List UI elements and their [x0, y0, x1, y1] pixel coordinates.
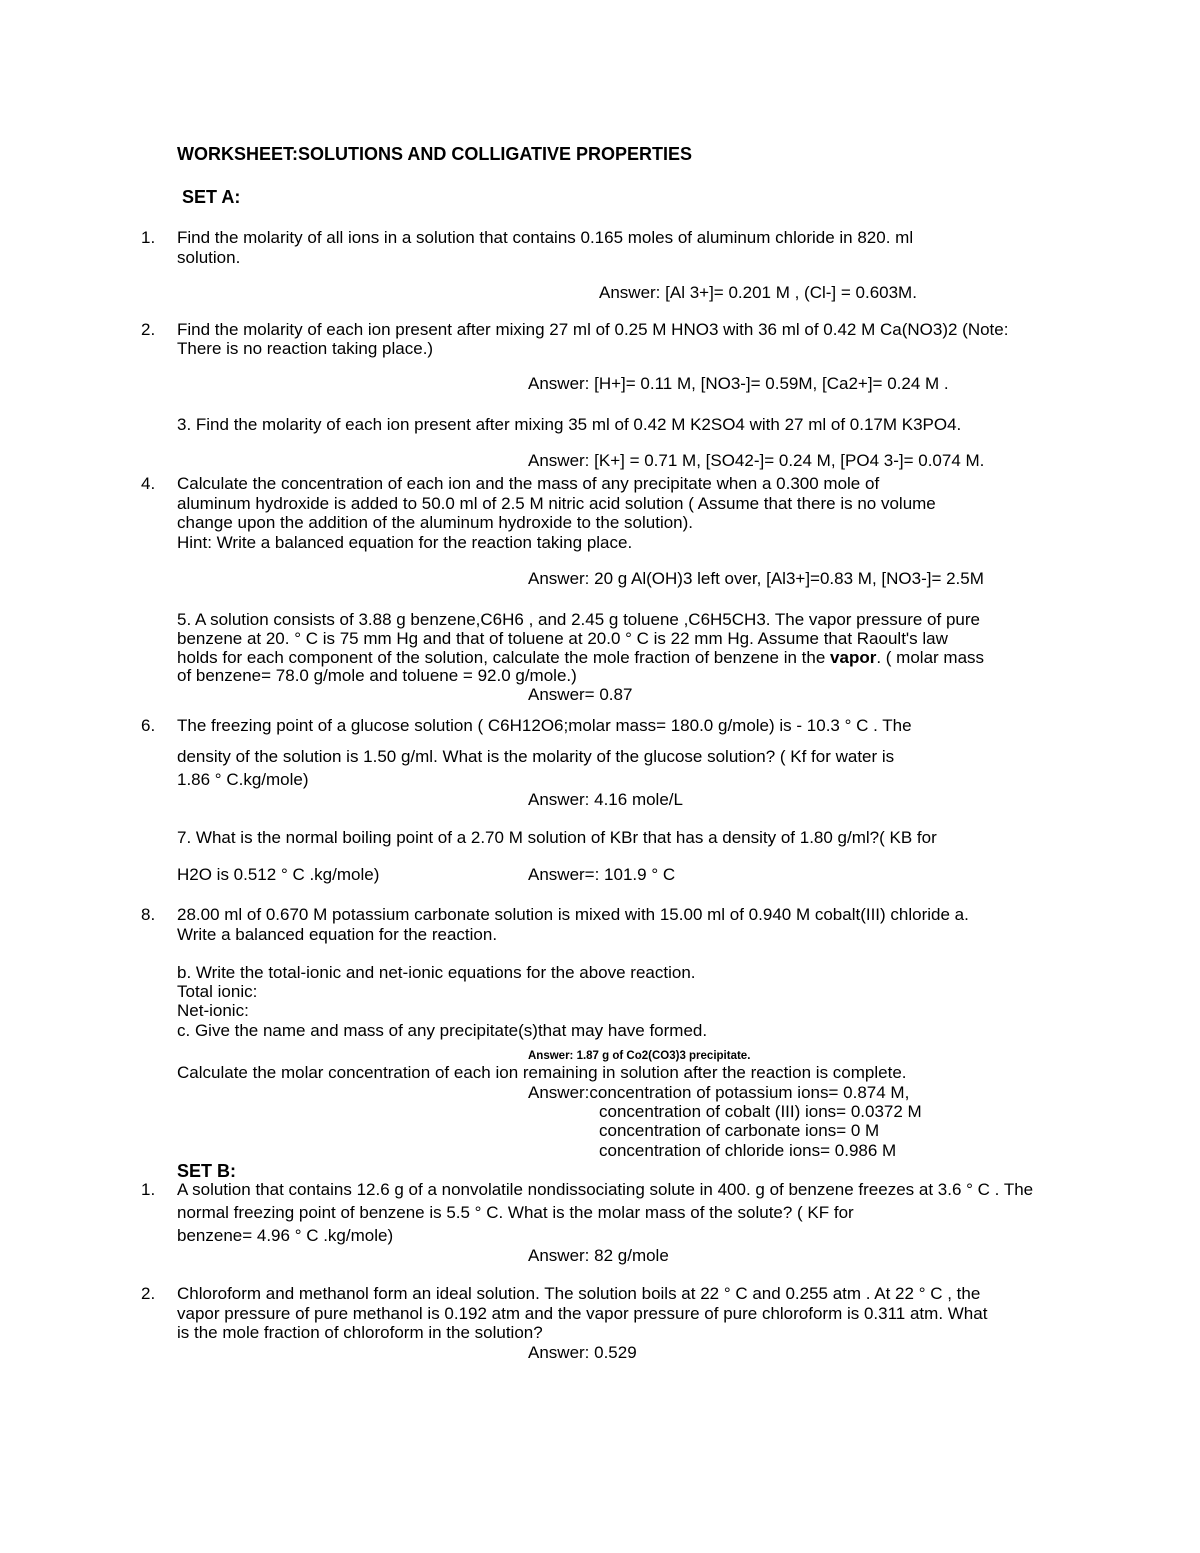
q5-answer: Answer= 0.87	[528, 685, 633, 704]
q6-answer: Answer: 4.16 mole/L	[528, 790, 683, 809]
b1-number: 1.	[141, 1180, 156, 1199]
q8-text-line2: Write a balanced equation for the reaction.	[177, 925, 498, 944]
q5-text-line1: 5. A solution consists of 3.88 g benzene,C6H6 , and 2.45 g toluene ,C6H5CH3. The vapor pressure of pure	[177, 610, 980, 629]
q1-text-line2: solution.	[177, 248, 241, 267]
page-title: WORKSHEET:SOLUTIONS AND COLLIGATIVE PROPERTIES	[177, 144, 693, 164]
q5-text-line3-end: . ( molar mass	[876, 648, 985, 667]
b1-answer: Answer: 82 g/mole	[528, 1246, 669, 1265]
q4-number: 4.	[141, 474, 156, 493]
q5-text-line4: of benzene= 78.0 g/mole and toluene = 92.0 g/mole.)	[177, 666, 577, 685]
q2-answer: Answer: [H+]= 0.11 M, [NO3-]= 0.59M, [Ca2+]= 0.24 M .	[528, 374, 949, 393]
q2-text-line1: Find the molarity of each ion present after mixing 27 ml of 0.25 M HNO3 with 36 ml of 0.42 M Ca(NO3)2 (Note:	[177, 320, 1009, 339]
b2-text-line3: is the mole fraction of chloroform in the solution?	[177, 1323, 543, 1342]
q5-vapor-emphasis: vapor	[830, 648, 877, 667]
b1-text-line2: normal freezing point of benzene is 5.5 ° C. What is the molar mass of the solute? ( KF for	[177, 1203, 854, 1222]
q2-number: 2.	[141, 320, 156, 339]
q8-answer-chloride: concentration of chloride ions= 0.986 M	[599, 1141, 897, 1160]
q4-answer: Answer: 20 g Al(OH)3 left over, [Al3+]=0.83 M, [NO3-]= 2.5M	[528, 569, 984, 588]
q8-net-ionic: Net-ionic:	[177, 1001, 249, 1020]
q8-answer-cobalt: concentration of cobalt (III) ions= 0.0372 M	[599, 1102, 922, 1121]
q5-text-line3	[177, 648, 984, 668]
q7-text-line2: H2O is 0.512 ° C .kg/mole)	[177, 865, 380, 884]
q1-text-line1: Find the molarity of all ions in a solution that contains 0.165 moles of aluminum chloride in 820. ml	[177, 228, 914, 247]
q3-answer: Answer: [K+] = 0.71 M, [SO42-]= 0.24 M, [PO4 3-]= 0.074 M.	[528, 451, 985, 470]
q8-answer-potassium: Answer:concentration of potassium ions= 0.874 M,	[528, 1083, 910, 1102]
q6-text-line1: The freezing point of a glucose solution ( C6H12O6;molar mass= 180.0 g/mole) is - 10.3 ° C . The	[177, 716, 912, 735]
q4-text-line3: change upon the addition of the aluminum hydroxide to the solution).	[177, 513, 694, 532]
q8-total-ionic: Total ionic:	[177, 982, 258, 1001]
q4-text-line2: aluminum hydroxide is added to 50.0 ml of 2.5 M nitric acid solution ( Assume that there is no volume	[177, 494, 936, 513]
q8-part-b: b. Write the total-ionic and net-ionic equations for the above reaction.	[177, 963, 696, 982]
q4-hint: Hint: Write a balanced equation for the reaction taking place.	[177, 533, 633, 552]
q1-number: 1.	[141, 228, 156, 247]
set-a-heading: SET A:	[182, 187, 241, 207]
q7-answer: Answer=: 101.9 ° C	[528, 865, 676, 884]
b1-text-line1: A solution that contains 12.6 g of a nonvolatile nondissociating solute in 400. g of benzene freezes at 3.6 ° C . The	[177, 1180, 1034, 1199]
b2-text-line2: vapor pressure of pure methanol is 0.192 atm and the vapor pressure of pure chloroform is 0.311 atm. What	[177, 1304, 988, 1323]
q5-text-line3-start: holds for each component of the solution, calculate the mole fraction of benzene in the	[177, 648, 826, 667]
b2-number: 2.	[141, 1284, 156, 1303]
q8-text-line1: 28.00 ml of 0.670 M potassium carbonate solution is mixed with 15.00 ml of 0.940 M cobalt(III) chloride a.	[177, 905, 969, 924]
q8-part-d: Calculate the molar concentration of each ion remaining in solution after the reaction is complete.	[177, 1063, 907, 1082]
q6-text-line2: density of the solution is 1.50 g/ml. What is the molarity of the glucose solution? ( Kf for water is	[177, 747, 895, 766]
b2-answer: Answer: 0.529	[528, 1343, 637, 1362]
b2-text-line1: Chloroform and methanol form an ideal solution. The solution boils at 22 ° C and 0.255 atm . At 22 ° C , the	[177, 1284, 981, 1303]
q7-text-line1: 7. What is the normal boiling point of a 2.70 M solution of KBr that has a density of 1.80 g/ml?( KB for	[177, 828, 937, 847]
q3-text: 3. Find the molarity of each ion present after mixing 35 ml of 0.42 M K2SO4 with 27 ml of 0.17M K3PO4.	[177, 415, 962, 434]
q8-answer-carbonate: concentration of carbonate ions= 0 M	[599, 1121, 880, 1140]
q5-text-line2: benzene at 20. ° C is 75 mm Hg and that of toluene at 20.0 ° C is 22 mm Hg. Assume that Raoult's law	[177, 629, 948, 648]
b1-text-line3: benzene= 4.96 ° C .kg/mole)	[177, 1226, 394, 1245]
q1-answer: Answer: [Al 3+]= 0.201 M , (Cl-] = 0.603M.	[599, 283, 917, 302]
q2-text-line2: There is no reaction taking place.)	[177, 339, 434, 358]
q6-number: 6.	[141, 716, 156, 735]
set-b-heading: SET B:	[177, 1161, 237, 1181]
q4-text-line1: Calculate the concentration of each ion and the mass of any precipitate when a 0.300 mole of	[177, 474, 880, 493]
q8-number: 8.	[141, 905, 156, 924]
q6-text-line3: 1.86 ° C.kg/mole)	[177, 770, 309, 789]
q8-answer-c: Answer: 1.87 g of Co2(CO3)3 precipitate.	[528, 1050, 751, 1062]
q8-part-c: c. Give the name and mass of any precipitate(s)that may have formed.	[177, 1021, 708, 1040]
